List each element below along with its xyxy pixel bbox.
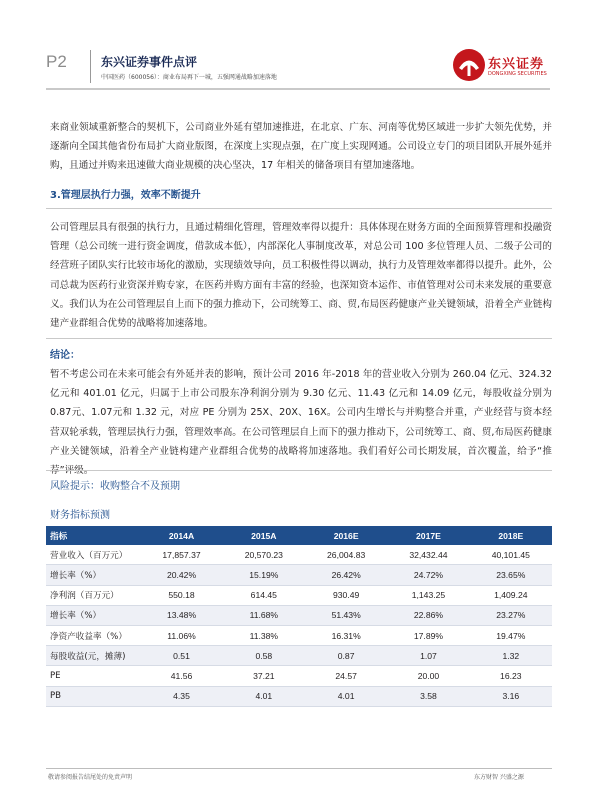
value-cell: 26,004.83 xyxy=(327,549,366,560)
value-cell: 0.51 xyxy=(173,650,190,661)
report-subtitle: 中国医药（600056）：商业布局再下一城，五强网通战略加速落地 xyxy=(101,74,277,81)
section-3-rule xyxy=(46,208,552,209)
value-cell: 20,570.23 xyxy=(244,549,283,560)
intro-paragraph xyxy=(50,118,552,176)
value-cell: 24.72% xyxy=(413,569,444,580)
section-3-body xyxy=(50,218,552,333)
row-label-cell: 净利润（百万元） xyxy=(50,591,119,602)
table-header-row xyxy=(46,526,552,545)
value-cell: 1.07 xyxy=(420,650,437,661)
financial-table-title: 财务指标预测 xyxy=(50,510,110,521)
table-row xyxy=(46,545,552,565)
value-cell: 1,143.25 xyxy=(411,590,446,601)
row-label-cell: PB xyxy=(50,691,62,702)
report-type-title: 东兴证券事件点评 xyxy=(101,55,198,69)
value-cell: 17.89% xyxy=(413,630,444,641)
row-label-cell: 增长率（%） xyxy=(50,570,102,581)
intro-text: 来商业领域重新整合的契机下，公司商业外延有望加速推进，在北京、广东、河南等优势区域进一步扩大领先优势，并逐渐向全国其他省份布局扩大商业版图，在深度上实现点强，在广度上实现网通。公司设立专门的项目团队开展外延并购，且通过并购来迅速做大商业规模的决心坚决，17 年相关的储备项目有望加速落地。 xyxy=(50,122,552,172)
value-cell: 11.68% xyxy=(249,610,279,621)
table-row xyxy=(46,565,552,585)
value-cell: 1,409.24 xyxy=(494,590,528,601)
value-cell: 20.42% xyxy=(166,569,197,580)
footer-slogan: 东方财智 兴盛之源 xyxy=(474,774,524,781)
value-cell: 23.65% xyxy=(496,569,526,580)
table-header-cell: 2015A xyxy=(223,526,305,545)
value-cell: 930.49 xyxy=(332,590,360,601)
risk-rule xyxy=(46,470,552,471)
section-3-title: 3.管理层执行力强，效率不断提升 xyxy=(50,190,201,201)
value-cell: 51.43% xyxy=(331,610,361,621)
conclusion-rule xyxy=(46,338,552,339)
value-cell: 24.57 xyxy=(335,670,357,681)
section-3-text: 公司管理层具有很强的执行力，且通过精细化管理，管理效率得以提升：具体体现在财务方面的全面预算管理和投融资管理（总公司统一进行资金调度，借款成本低），内部深化人事制度改革，对总公司 100 多位管理人员、二级子公司的经营班子团队实行比较市场化的激励，实现绩效导向，员工积极性得以调动，执行力及管理效率都得以提升。此外，公司总裁为医药行业资深并购专家，在医药并购方面有丰富的经验，也深知资本运作、市值管理对公司未来发展的重要意义。我们认为在公司管理层自上而下的强力推动下，公司统筹工、商、贸,布局医药健康产业关键领域，沿着全产业链构建产业群组合优势的战略将加速落地。 xyxy=(50,222,552,330)
value-cell: 17,857.37 xyxy=(162,549,201,560)
page-number: P2 xyxy=(46,52,67,71)
value-cell: 11.06% xyxy=(167,630,196,641)
value-cell: 32,432.44 xyxy=(409,549,448,560)
value-cell: 4.01 xyxy=(337,691,355,702)
table-header-cell: 指标 xyxy=(46,526,140,545)
table-header-cell: 2018E xyxy=(470,526,552,545)
value-cell: 23.27% xyxy=(496,610,526,621)
value-cell: 0.58 xyxy=(255,650,273,661)
row-label-cell: 增长率（%） xyxy=(50,611,102,622)
value-cell: 41.56 xyxy=(170,670,193,681)
table-header-cell: 2014A xyxy=(140,526,222,545)
table-header-cell: 2017E xyxy=(387,526,469,545)
value-cell: 0.87 xyxy=(337,650,355,661)
value-cell: 26.42% xyxy=(331,569,361,580)
value-cell: 3.58 xyxy=(420,691,437,702)
table-row xyxy=(46,625,552,645)
footer-disclaimer: 敬请参阅报告结尾处的免责声明 xyxy=(48,774,133,781)
row-label-cell: 净资产收益率（%） xyxy=(50,631,127,642)
header-divider xyxy=(90,50,91,83)
table-row xyxy=(46,686,552,706)
conclusion-title: 结论： xyxy=(50,350,80,361)
table-row xyxy=(46,666,552,686)
risk-warning: 风险提示：收购整合不及预期 xyxy=(50,481,180,492)
value-cell: 40,101.45 xyxy=(491,549,530,560)
conclusion-text: 暂不考虑公司在未来可能会有外延并表的影响，预计公司 2016 年-2018 年的营业收入分别为 260.04 亿元、324.32 亿元和 401.01 亿元，归属于上市公司股东净利润分别为 9.30 亿元、11.43 亿元和 14.09 亿元，每股收益分别为 0.87元、1.07元和 1.32 元，对应 PE 分别为 25X、20X、16X。公司内生增长与并购整合并重，产业经营与资本经营双轮承载，管理层执行力强，管理效率高。在公司管理层自上而下的强力推动下，公司统筹工、商、贸,布局医药健康产业关键领域，沿着全产业链构建产业群组合优势的战略将加速落地。我们看好公司长期发展，首次覆盖，给予“推 xyxy=(50,369,552,457)
value-cell: 11.38% xyxy=(249,630,279,641)
row-label-cell: PE xyxy=(50,670,61,681)
dongxing-logo-icon xyxy=(452,48,486,82)
financial-forecast-table xyxy=(46,526,552,707)
value-cell: 16.23 xyxy=(500,670,522,681)
footer-rule xyxy=(46,768,552,769)
value-cell: 37.21 xyxy=(253,670,275,681)
row-label-cell: 营业收入（百万元） xyxy=(50,550,128,561)
value-cell: 1.32 xyxy=(502,650,520,661)
value-cell: 20.00 xyxy=(417,670,440,681)
table-header-cell: 2016E xyxy=(305,526,387,545)
value-cell: 4.35 xyxy=(173,691,190,702)
table-row xyxy=(46,605,552,625)
value-cell: 22.86% xyxy=(413,610,444,621)
row-label-cell: 每股收益(元，摊薄) xyxy=(50,651,126,662)
logo-english-text: DONGXING SECURITIES xyxy=(488,71,547,77)
value-cell: 13.48% xyxy=(166,610,197,621)
value-cell: 614.45 xyxy=(250,590,277,601)
value-cell: 16.31% xyxy=(331,630,361,641)
value-cell: 15.19% xyxy=(249,569,279,580)
header-rule xyxy=(46,88,550,90)
value-cell: 3.16 xyxy=(502,691,520,702)
logo-text: 东兴证券 xyxy=(488,57,545,72)
table-row xyxy=(46,646,552,666)
table-row xyxy=(46,585,552,605)
value-cell: 4.01 xyxy=(255,691,273,702)
value-cell: 19.47% xyxy=(496,630,526,641)
conclusion-body xyxy=(50,365,552,480)
value-cell: 550.18 xyxy=(168,590,195,601)
